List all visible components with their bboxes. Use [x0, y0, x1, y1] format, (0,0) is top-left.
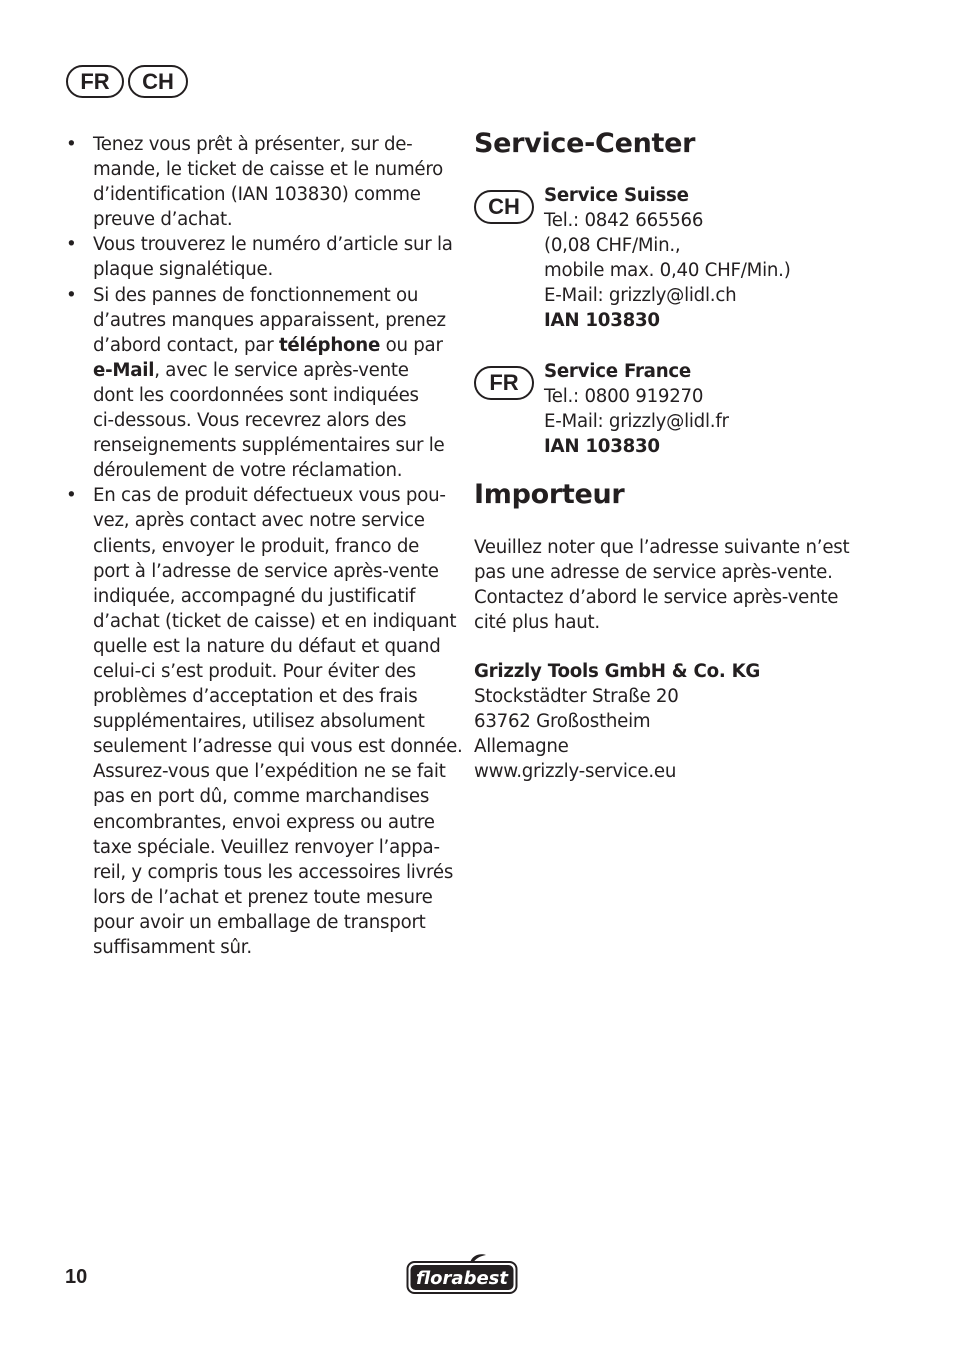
list-item: • En cas de produit défectueux vous pou- vez, après contact avec notre service clients, envoyer le produit, franco de port à l’adresse de service après-vente indiquée, accompagné du justificatif d’achat (ticket de caisse) et en indiquant quelle est la nature du défaut et quand celui-ci s’est produit. Pour éviter des problèmes d’acceptation et des frais supplémentaires, utilisez absolument seulement l’adresse qui vous est donnée. Assurez-vous que l’expédition ne se fait pas en port dû, comme marchandises encombrantes, envoi express ou autre taxe spéciale. Veuillez renvoyer l’appa- reil, y compris tous les accessoires livrés lors de l’achat et prenez toute mesure pour avoir un emballage de transport suffisamment sûr. — [66, 483, 451, 960]
email-emphasis: e-Mail — [93, 359, 155, 381]
florabest-logo-icon — [406, 1252, 518, 1296]
list-item: • Tenez vous prêt à présenter, sur de- mande, le ticket de caisse et le numéro d’identification (IAN 103830) comme preuve d’achat. — [66, 132, 451, 232]
svg-text:florabest: florabest — [416, 1268, 508, 1289]
service-badge-ch: CH — [474, 190, 534, 224]
language-badge-fr: FR — [66, 65, 124, 98]
florabest-logo — [406, 1252, 518, 1296]
service-france-title: Service France — [544, 361, 692, 382]
importeur-address: Grizzly Tools GmbH & Co. KG Stockstädter Straße 20 63762 Großostheim Allemagne www.grizzly-service.eu — [474, 659, 760, 784]
service-suisse-ian: IAN 103830 — [544, 310, 660, 332]
page-number: 10 — [65, 1266, 88, 1288]
service-center-heading: Service-Center — [474, 128, 696, 159]
service-suisse-email: E-Mail: grizzly@lidl.ch — [544, 285, 737, 307]
importeur-heading: Importeur — [474, 479, 625, 510]
left-column — [66, 132, 463, 960]
website-link: www.grizzly-service.eu — [474, 761, 677, 783]
importeur-note: Veuillez noter que l’adresse suivante n’est pas une adresse de service après-vente. Contactez d’abord le service après-vente cité plus haut. — [474, 537, 850, 634]
service-suisse-block: Service Suisse Tel.: 0842 665566 (0,08 CHF/Min., mobile max. 0,40 CHF/Min.) E-Mail: grizzly@lidl.ch IAN 103830 — [544, 183, 791, 334]
service-suisse-tel: Tel.: 0842 665566 — [544, 210, 704, 232]
service-badge-fr: FR — [474, 366, 534, 400]
service-france-tel: Tel.: 0800 919270 — [544, 386, 704, 408]
company-name: Grizzly Tools GmbH & Co. KG — [474, 661, 761, 682]
service-france-block — [544, 359, 729, 459]
service-france-ian: IAN 103830 — [544, 436, 660, 458]
list-item: • Vous trouverez le numéro d’article sur la plaque signalétique. — [66, 232, 451, 282]
service-france-email: E-Mail: grizzly@lidl.fr — [544, 411, 729, 433]
service-suisse-title: Service Suisse — [544, 185, 689, 206]
list-item: • Si des pannes de fonctionnement ou d’autres manques apparaissent, prenez d’abord contact, par téléphone ou par e-Mail, avec le service après-vente dont les coordonnées sont indiquées ci-dessous. Vous recevrez alors des renseignements supplémentaires sur le déroulement de votre réclamation. — [66, 283, 451, 484]
phone-emphasis: téléphone — [278, 334, 381, 356]
language-badge-ch: CH — [128, 65, 188, 98]
instructions-list — [66, 132, 463, 960]
